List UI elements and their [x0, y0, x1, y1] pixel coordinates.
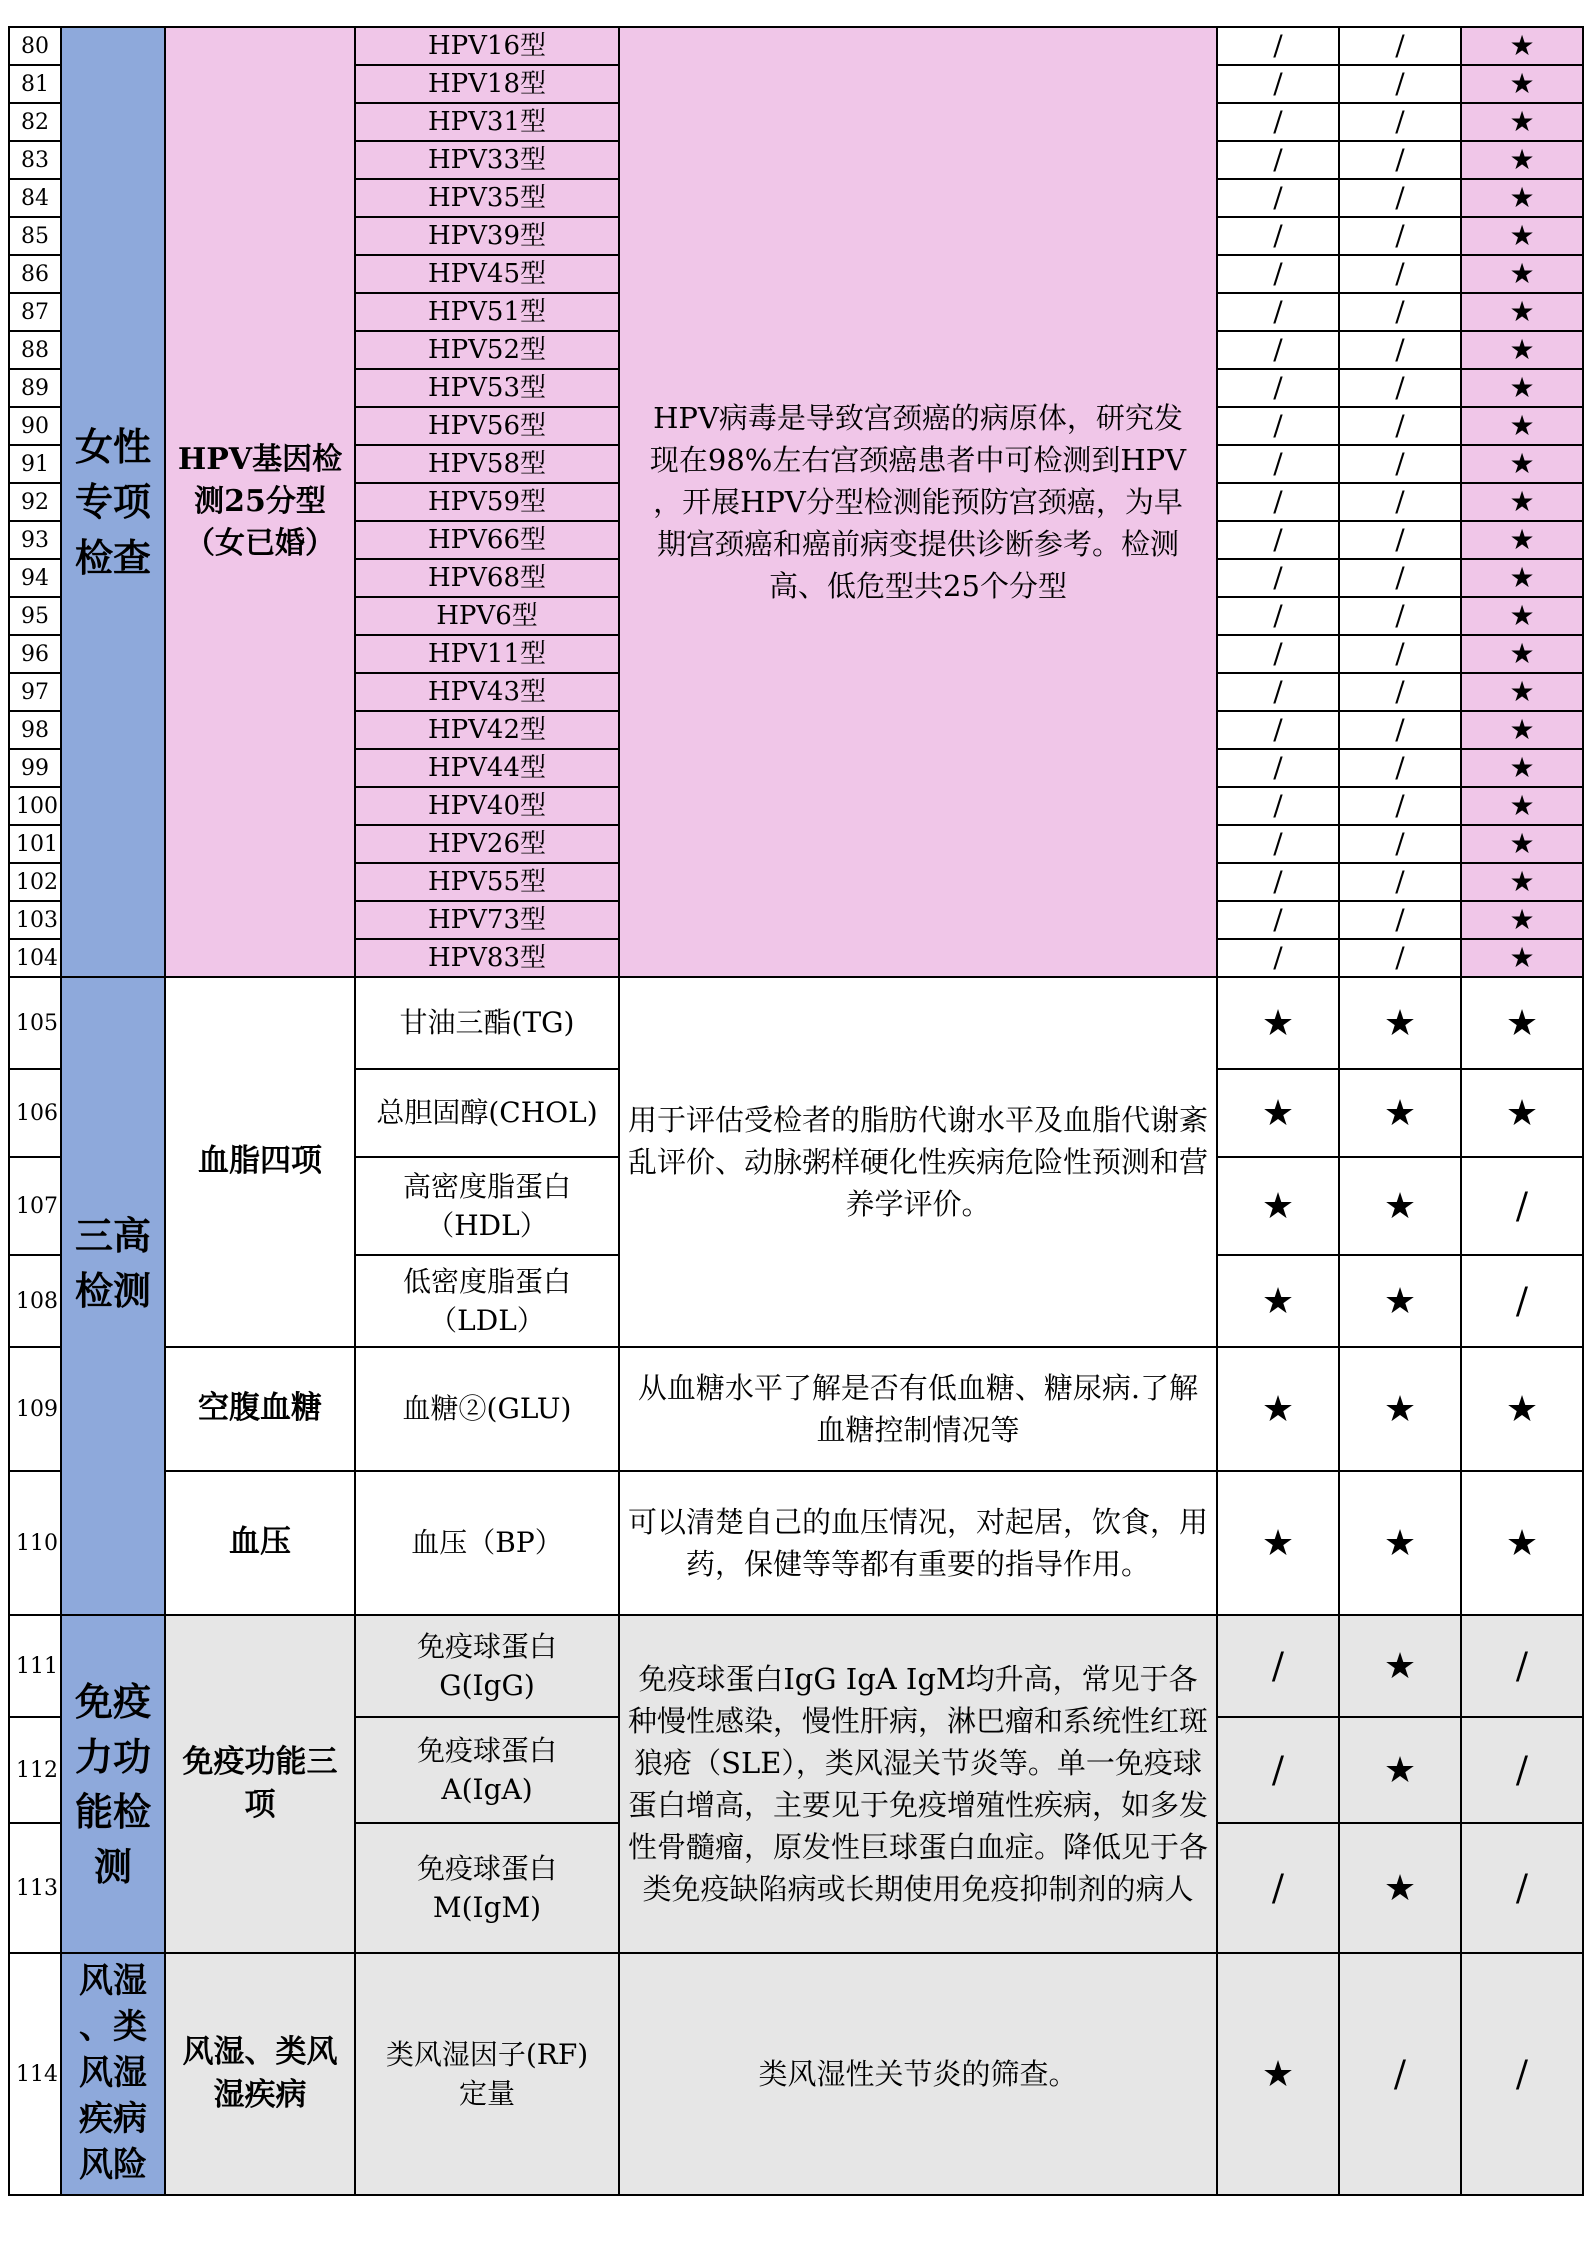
- item-cell: HPV42型: [355, 711, 619, 749]
- package-1-mark: ★: [1217, 977, 1339, 1069]
- text-line: 检测: [74, 1268, 151, 1314]
- table-row: [9, 1347, 1583, 1471]
- row-number: 112: [9, 1717, 61, 1823]
- item-cell: 高密度脂蛋白（HDL）: [355, 1157, 619, 1255]
- row-number: 87: [9, 293, 61, 331]
- package-3-mark: ★: [1461, 483, 1583, 521]
- package-2-mark: ★: [1339, 1717, 1461, 1823]
- item-cell: HPV31型: [355, 103, 619, 141]
- package-2-mark: ★: [1339, 1255, 1461, 1347]
- row-number: 89: [9, 369, 61, 407]
- package-2-mark: /: [1339, 521, 1461, 559]
- package-2-mark: /: [1339, 65, 1461, 103]
- package-3-mark: ★: [1461, 939, 1583, 977]
- project-cell: 空腹血糖: [165, 1347, 355, 1471]
- text-line: 检查: [74, 534, 151, 580]
- package-2-mark: ★: [1339, 1615, 1461, 1717]
- package-3-mark: ★: [1461, 901, 1583, 939]
- row-number: 99: [9, 749, 61, 787]
- row-number: 110: [9, 1471, 61, 1615]
- item-cell: HPV26型: [355, 825, 619, 863]
- table-row: [9, 1953, 1583, 2195]
- package-1-mark: ★: [1217, 1471, 1339, 1615]
- package-3-mark: ★: [1461, 977, 1583, 1069]
- text-line: 三高: [74, 1213, 151, 1258]
- item-cell: HPV73型: [355, 901, 619, 939]
- row-number: 84: [9, 179, 61, 217]
- text-line: 力功: [74, 1733, 151, 1779]
- project-cell: [165, 1953, 355, 2195]
- package-1-mark: /: [1217, 901, 1339, 939]
- row-number: 105: [9, 977, 61, 1069]
- text-line: 湿疾病: [213, 2077, 307, 2113]
- item-cell: HPV55型: [355, 863, 619, 901]
- package-1-mark: /: [1217, 483, 1339, 521]
- row-number: 106: [9, 1069, 61, 1157]
- package-2-mark: /: [1339, 901, 1461, 939]
- package-2-mark: /: [1339, 179, 1461, 217]
- package-3-mark: ★: [1461, 635, 1583, 673]
- package-3-mark: ★: [1461, 27, 1583, 65]
- category-cell: [61, 27, 165, 977]
- row-number: 98: [9, 711, 61, 749]
- package-1-mark: /: [1217, 1823, 1339, 1953]
- row-number: 93: [9, 521, 61, 559]
- package-1-mark: /: [1217, 939, 1339, 977]
- package-1-mark: /: [1217, 597, 1339, 635]
- table-row: [9, 1471, 1583, 1615]
- package-1-mark: /: [1217, 141, 1339, 179]
- table-row: [9, 977, 1583, 1069]
- text-line: 测: [93, 1844, 132, 1890]
- row-number: 108: [9, 1255, 61, 1347]
- row-number: 100: [9, 787, 61, 825]
- package-3-mark: /: [1461, 1255, 1583, 1347]
- item-cell: HPV16型: [355, 27, 619, 65]
- package-3-mark: ★: [1461, 445, 1583, 483]
- project-cell: [165, 1615, 355, 1953]
- package-1-mark: /: [1217, 27, 1339, 65]
- text-line: 项: [244, 1787, 276, 1823]
- package-2-mark: /: [1339, 483, 1461, 521]
- package-2-mark: /: [1339, 27, 1461, 65]
- package-3-mark: ★: [1461, 179, 1583, 217]
- package-3-mark: ★: [1461, 749, 1583, 787]
- row-number: 85: [9, 217, 61, 255]
- row-number: 103: [9, 901, 61, 939]
- package-2-mark: /: [1339, 369, 1461, 407]
- package-2-mark: /: [1339, 1953, 1461, 2195]
- package-1-mark: /: [1217, 103, 1339, 141]
- package-2-mark: /: [1339, 103, 1461, 141]
- package-2-mark: ★: [1339, 1157, 1461, 1255]
- package-2-mark: /: [1339, 445, 1461, 483]
- package-2-mark: /: [1339, 217, 1461, 255]
- package-1-mark: /: [1217, 217, 1339, 255]
- package-2-mark: /: [1339, 863, 1461, 901]
- item-cell: HPV45型: [355, 255, 619, 293]
- row-number: 95: [9, 597, 61, 635]
- row-number: 94: [9, 559, 61, 597]
- package-2-mark: /: [1339, 255, 1461, 293]
- package-1-mark: /: [1217, 407, 1339, 445]
- text-line: 免疫: [74, 1678, 151, 1724]
- description-cell: 从血糖水平了解是否有低血糖、糖尿病.了解血糖控制情况等: [619, 1347, 1217, 1471]
- package-3-mark: ★: [1461, 787, 1583, 825]
- row-number: 114: [9, 1953, 61, 2195]
- package-1-mark: /: [1217, 635, 1339, 673]
- text-line: 测25分型: [194, 484, 326, 519]
- package-3-mark: ★: [1461, 559, 1583, 597]
- item-cell: HPV11型: [355, 635, 619, 673]
- package-3-mark: ★: [1461, 293, 1583, 331]
- description-cell: 可以清楚自己的血压情况，对起居，饮食，用药，保健等等都有重要的指导作用。: [619, 1471, 1217, 1615]
- package-2-mark: /: [1339, 141, 1461, 179]
- table-body: [9, 27, 1583, 2195]
- package-2-mark: /: [1339, 293, 1461, 331]
- item-cell: HPV51型: [355, 293, 619, 331]
- text-line: 免疫功能三: [182, 1743, 338, 1780]
- row-number: 102: [9, 863, 61, 901]
- text-line: 定量: [458, 2077, 515, 2110]
- package-3-mark: ★: [1461, 1471, 1583, 1615]
- row-number: 101: [9, 825, 61, 863]
- item-cell: HPV6型: [355, 597, 619, 635]
- package-3-mark: ★: [1461, 65, 1583, 103]
- item-cell: HPV40型: [355, 787, 619, 825]
- package-2-mark: ★: [1339, 1347, 1461, 1471]
- package-1-mark: /: [1217, 255, 1339, 293]
- project-cell: 血压: [165, 1471, 355, 1615]
- package-3-mark: ★: [1461, 711, 1583, 749]
- text-line: HPV基因检: [177, 442, 343, 477]
- project-cell: [165, 27, 355, 977]
- package-3-mark: /: [1461, 1717, 1583, 1823]
- item-cell: HPV68型: [355, 559, 619, 597]
- item-cell: HPV66型: [355, 521, 619, 559]
- row-number: 82: [9, 103, 61, 141]
- package-1-mark: ★: [1217, 1069, 1339, 1157]
- text-line: 疾病: [79, 2098, 147, 2139]
- package-3-mark: /: [1461, 1823, 1583, 1953]
- row-number: 104: [9, 939, 61, 977]
- package-2-mark: /: [1339, 635, 1461, 673]
- package-1-mark: /: [1217, 825, 1339, 863]
- row-number: 91: [9, 445, 61, 483]
- description-cell: 免疫球蛋白IgG IgA IgM均升高，常见于各种慢性感染，慢性肝病，淋巴瘤和系统性红斑狼疮（SLE），类风湿关节炎等。单一免疫球蛋白增高，主要见于免疫增殖性疾病，如多发性骨髓瘤，原发性巨球蛋白血症。降低见于各类免疫缺陷病或长期使用免疫抑制剂的病人: [619, 1615, 1217, 1953]
- description-cell: 类风湿性关节炎的筛查。: [619, 1953, 1217, 2195]
- item-cell: 甘油三酯(TG): [355, 977, 619, 1069]
- text-line: 类风湿因子(RF): [385, 2037, 589, 2071]
- text-line: 免疫球蛋白: [416, 1629, 557, 1663]
- package-2-mark: /: [1339, 787, 1461, 825]
- text-line: 风湿、类风: [182, 2033, 338, 2070]
- package-2-mark: /: [1339, 749, 1461, 787]
- row-number: 88: [9, 331, 61, 369]
- package-3-mark: ★: [1461, 103, 1583, 141]
- row-number: 97: [9, 673, 61, 711]
- row-number: 113: [9, 1823, 61, 1953]
- item-cell: HPV59型: [355, 483, 619, 521]
- text-line: 免疫球蛋白: [416, 1851, 557, 1885]
- package-3-mark: ★: [1461, 217, 1583, 255]
- category-cell: [61, 977, 165, 1615]
- text-line: G(IgG): [439, 1669, 535, 1702]
- package-1-mark: /: [1217, 1615, 1339, 1717]
- package-3-mark: ★: [1461, 407, 1583, 445]
- package-3-mark: /: [1461, 1615, 1583, 1717]
- item-cell: [355, 1615, 619, 1717]
- package-2-mark: /: [1339, 673, 1461, 711]
- text-line: A(IgA): [441, 1773, 533, 1806]
- item-cell: HPV44型: [355, 749, 619, 787]
- package-3-mark: ★: [1461, 673, 1583, 711]
- package-1-mark: /: [1217, 65, 1339, 103]
- text-line: 能检: [74, 1789, 151, 1834]
- package-1-mark: ★: [1217, 1157, 1339, 1255]
- table-row: [9, 27, 1583, 65]
- package-3-mark: /: [1461, 1157, 1583, 1255]
- item-cell: HPV58型: [355, 445, 619, 483]
- text-line: 专项: [74, 479, 151, 525]
- item-cell: HPV52型: [355, 331, 619, 369]
- package-1-mark: /: [1217, 179, 1339, 217]
- project-cell: 血脂四项: [165, 977, 355, 1347]
- package-1-mark: /: [1217, 1717, 1339, 1823]
- package-2-mark: /: [1339, 939, 1461, 977]
- item-cell: HPV43型: [355, 673, 619, 711]
- package-1-mark: /: [1217, 749, 1339, 787]
- package-2-mark: /: [1339, 825, 1461, 863]
- text-line: 风湿: [79, 2053, 147, 2094]
- package-3-mark: ★: [1461, 369, 1583, 407]
- row-number: 92: [9, 483, 61, 521]
- package-3-mark: ★: [1461, 255, 1583, 293]
- package-2-mark: /: [1339, 559, 1461, 597]
- item-cell: 血压（BP）: [355, 1471, 619, 1615]
- item-cell: [355, 1823, 619, 1953]
- item-cell: HPV53型: [355, 369, 619, 407]
- package-1-mark: /: [1217, 293, 1339, 331]
- description-cell: HPV病毒是导致宫颈癌的病原体，研究发现在98%左右宫颈癌患者中可检测到HPV ，开展HPV分型检测能预防宫颈癌，为早期宫颈癌和癌前病变提供诊断参考。检测高、低危型共25个分型: [619, 27, 1217, 977]
- row-number: 90: [9, 407, 61, 445]
- text-line: 风湿: [79, 1961, 147, 2002]
- package-1-mark: /: [1217, 369, 1339, 407]
- text-line: 风险: [79, 2144, 147, 2185]
- package-3-mark: ★: [1461, 1069, 1583, 1157]
- package-1-mark: /: [1217, 863, 1339, 901]
- row-number: 111: [9, 1615, 61, 1717]
- package-1-mark: /: [1217, 673, 1339, 711]
- item-cell: HPV39型: [355, 217, 619, 255]
- item-cell: HPV33型: [355, 141, 619, 179]
- package-3-mark: ★: [1461, 825, 1583, 863]
- package-2-mark: /: [1339, 407, 1461, 445]
- row-number: 86: [9, 255, 61, 293]
- package-2-mark: ★: [1339, 1471, 1461, 1615]
- text-line: 女性: [74, 424, 151, 470]
- text-line: M(IgM): [432, 1891, 542, 1924]
- row-number: 80: [9, 27, 61, 65]
- package-3-mark: /: [1461, 1953, 1583, 2195]
- package-1-mark: ★: [1217, 1255, 1339, 1347]
- row-number: 96: [9, 635, 61, 673]
- package-3-mark: ★: [1461, 597, 1583, 635]
- item-cell: HPV56型: [355, 407, 619, 445]
- row-number: 83: [9, 141, 61, 179]
- package-1-mark: /: [1217, 787, 1339, 825]
- item-cell: 血糖②(GLU): [355, 1347, 619, 1471]
- package-1-mark: /: [1217, 445, 1339, 483]
- package-2-mark: /: [1339, 331, 1461, 369]
- row-number: 109: [9, 1347, 61, 1471]
- package-3-mark: ★: [1461, 521, 1583, 559]
- row-number: 107: [9, 1157, 61, 1255]
- package-1-mark: /: [1217, 559, 1339, 597]
- item-cell: 总胆固醇(CHOL): [355, 1069, 619, 1157]
- table-row: [9, 1615, 1583, 1717]
- row-number: 81: [9, 65, 61, 103]
- category-cell: [61, 1953, 165, 2195]
- package-2-mark: ★: [1339, 1069, 1461, 1157]
- text-line: 、类: [79, 2007, 147, 2048]
- package-2-mark: ★: [1339, 977, 1461, 1069]
- item-cell: HPV18型: [355, 65, 619, 103]
- category-cell: [61, 1615, 165, 1953]
- package-3-mark: ★: [1461, 1347, 1583, 1471]
- package-2-mark: /: [1339, 597, 1461, 635]
- package-1-mark: /: [1217, 711, 1339, 749]
- package-1-mark: /: [1217, 331, 1339, 369]
- package-2-mark: ★: [1339, 1823, 1461, 1953]
- package-3-mark: ★: [1461, 331, 1583, 369]
- item-cell: [355, 1953, 619, 2195]
- item-cell: HPV35型: [355, 179, 619, 217]
- description-cell: 用于评估受检者的脂肪代谢水平及血脂代谢紊乱评价、动脉粥样硬化性疾病危险性预测和营养学评价。: [619, 977, 1217, 1347]
- package-1-mark: ★: [1217, 1953, 1339, 2195]
- item-cell: HPV83型: [355, 939, 619, 977]
- package-1-mark: /: [1217, 521, 1339, 559]
- package-1-mark: ★: [1217, 1347, 1339, 1471]
- checkup-items-table: [8, 26, 1584, 2196]
- item-cell: 低密度脂蛋白（LDL）: [355, 1255, 619, 1347]
- text-line: （女已婚）: [185, 526, 335, 561]
- package-3-mark: ★: [1461, 141, 1583, 179]
- item-cell: [355, 1717, 619, 1823]
- package-3-mark: ★: [1461, 863, 1583, 901]
- text-line: 免疫球蛋白: [416, 1733, 557, 1767]
- package-2-mark: /: [1339, 711, 1461, 749]
